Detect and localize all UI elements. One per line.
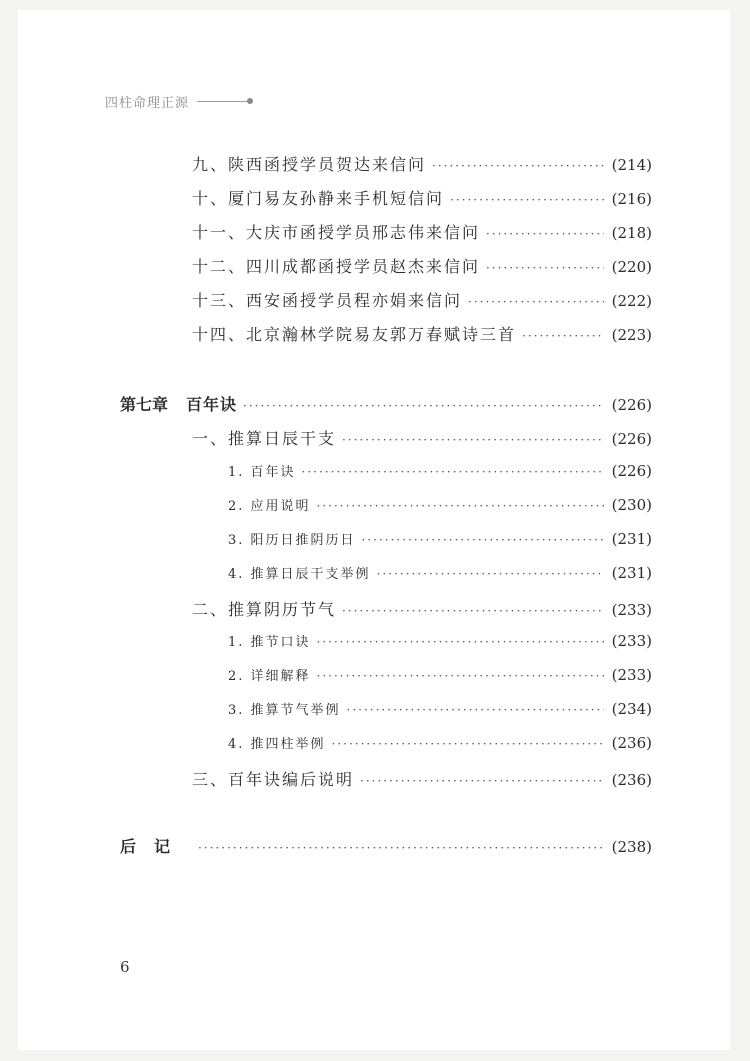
toc-leader [450, 193, 604, 207]
toc-leader [317, 499, 604, 513]
toc-leader [317, 669, 604, 683]
toc-entry[interactable] [192, 322, 652, 350]
toc-afterword[interactable] [120, 834, 652, 862]
toc-subsection-page: (236) [611, 734, 652, 752]
toc-leader [432, 159, 604, 173]
toc-subsection-title: 3. 阳历日推阴历日 [228, 533, 356, 548]
toc-leader [522, 329, 604, 343]
toc-subsection[interactable] [228, 631, 652, 659]
toc-section-page: (233) [611, 601, 652, 619]
toc-subsection[interactable] [228, 733, 652, 761]
toc-leader [198, 841, 604, 855]
toc-entry[interactable] [192, 186, 652, 214]
toc-subsection-title: 1. 百年诀 [228, 465, 296, 480]
toc-leader [347, 703, 604, 717]
toc-entry-page: (214) [611, 156, 652, 174]
toc-entry-page: (216) [611, 190, 652, 208]
toc-section-page: (226) [611, 430, 652, 448]
toc-entry[interactable] [192, 254, 652, 282]
toc-leader [317, 635, 604, 649]
toc-leader [332, 737, 604, 751]
running-header [105, 92, 249, 111]
toc-subsection-title: 2. 详细解释 [228, 669, 311, 684]
toc-subsection-title: 4. 推算日辰干支举例 [228, 567, 371, 582]
toc-subsection[interactable] [228, 529, 652, 557]
header-title: 四柱命理正源 [105, 96, 190, 111]
toc-subsection-page: (233) [611, 632, 652, 650]
toc-leader [377, 567, 604, 581]
toc-section-title: 二、推算阴历节气 [192, 600, 337, 619]
toc-subsection[interactable] [228, 563, 652, 591]
chapter-label: 第七章 [120, 395, 169, 414]
toc-subsection-page: (233) [611, 666, 652, 684]
toc-section-page: (236) [611, 771, 652, 789]
toc-leader [342, 604, 604, 618]
chapter-page: (226) [611, 396, 652, 414]
toc-leader [302, 465, 604, 479]
toc-leader [243, 399, 604, 413]
toc-section[interactable] [192, 426, 652, 454]
toc-subsection-page: (226) [611, 462, 652, 480]
toc-subsection-title: 3. 推算节气举例 [228, 703, 341, 718]
toc-leader [486, 261, 604, 275]
toc-subsection-page: (230) [611, 496, 652, 514]
toc-subsection-title: 2. 应用说明 [228, 499, 311, 514]
toc-entry-page: (220) [611, 258, 652, 276]
toc-entry-title: 十三、西安函授学员程亦娟来信问 [192, 291, 463, 310]
toc-subsection-title: 4. 推四柱举例 [228, 737, 326, 752]
toc-entry-title: 十二、四川成都函授学员赵杰来信问 [192, 257, 481, 276]
toc-entry-page: (223) [611, 326, 652, 344]
toc-subsection-title: 1. 推节口诀 [228, 635, 311, 650]
toc-section[interactable] [192, 767, 652, 795]
toc-section[interactable] [192, 597, 652, 625]
toc-subsection-page: (231) [611, 564, 652, 582]
toc-leader [468, 295, 604, 309]
toc-subsection-page: (231) [611, 530, 652, 548]
toc-entry-title: 九、陕西函授学员贺达来信问 [192, 155, 427, 174]
header-rule [197, 101, 249, 102]
toc-leader [342, 433, 604, 447]
toc-leader [362, 533, 604, 547]
toc-entry-page: (222) [611, 292, 652, 310]
toc-entry[interactable] [192, 152, 652, 180]
toc-entry[interactable] [192, 220, 652, 248]
toc-entry-title: 十一、大庆市函授学员邢志伟来信问 [192, 223, 481, 242]
toc-entry-title: 十、厦门易友孙静来手机短信问 [192, 189, 445, 208]
afterword-label: 后记 [120, 837, 189, 856]
page-number: 6 [120, 958, 130, 976]
header-dot [247, 98, 253, 104]
toc-subsection[interactable] [228, 665, 652, 693]
toc-section-title: 一、推算日辰干支 [192, 429, 337, 448]
toc-entry[interactable] [192, 288, 652, 316]
toc-subsection[interactable] [228, 461, 652, 489]
toc-leader [486, 227, 604, 241]
toc-subsection[interactable] [228, 495, 652, 523]
toc-entry-title: 十四、北京瀚林学院易友郭万春赋诗三首 [192, 325, 517, 344]
toc-chapter-7[interactable] [120, 392, 652, 420]
toc-section-title: 三、百年诀编后说明 [192, 770, 355, 789]
chapter-title: 百年诀 [186, 395, 238, 414]
toc-leader [360, 774, 604, 788]
toc-entry-page: (218) [611, 224, 652, 242]
afterword-page: (238) [611, 838, 652, 856]
toc-subsection[interactable] [228, 699, 652, 727]
toc-subsection-page: (234) [611, 700, 652, 718]
